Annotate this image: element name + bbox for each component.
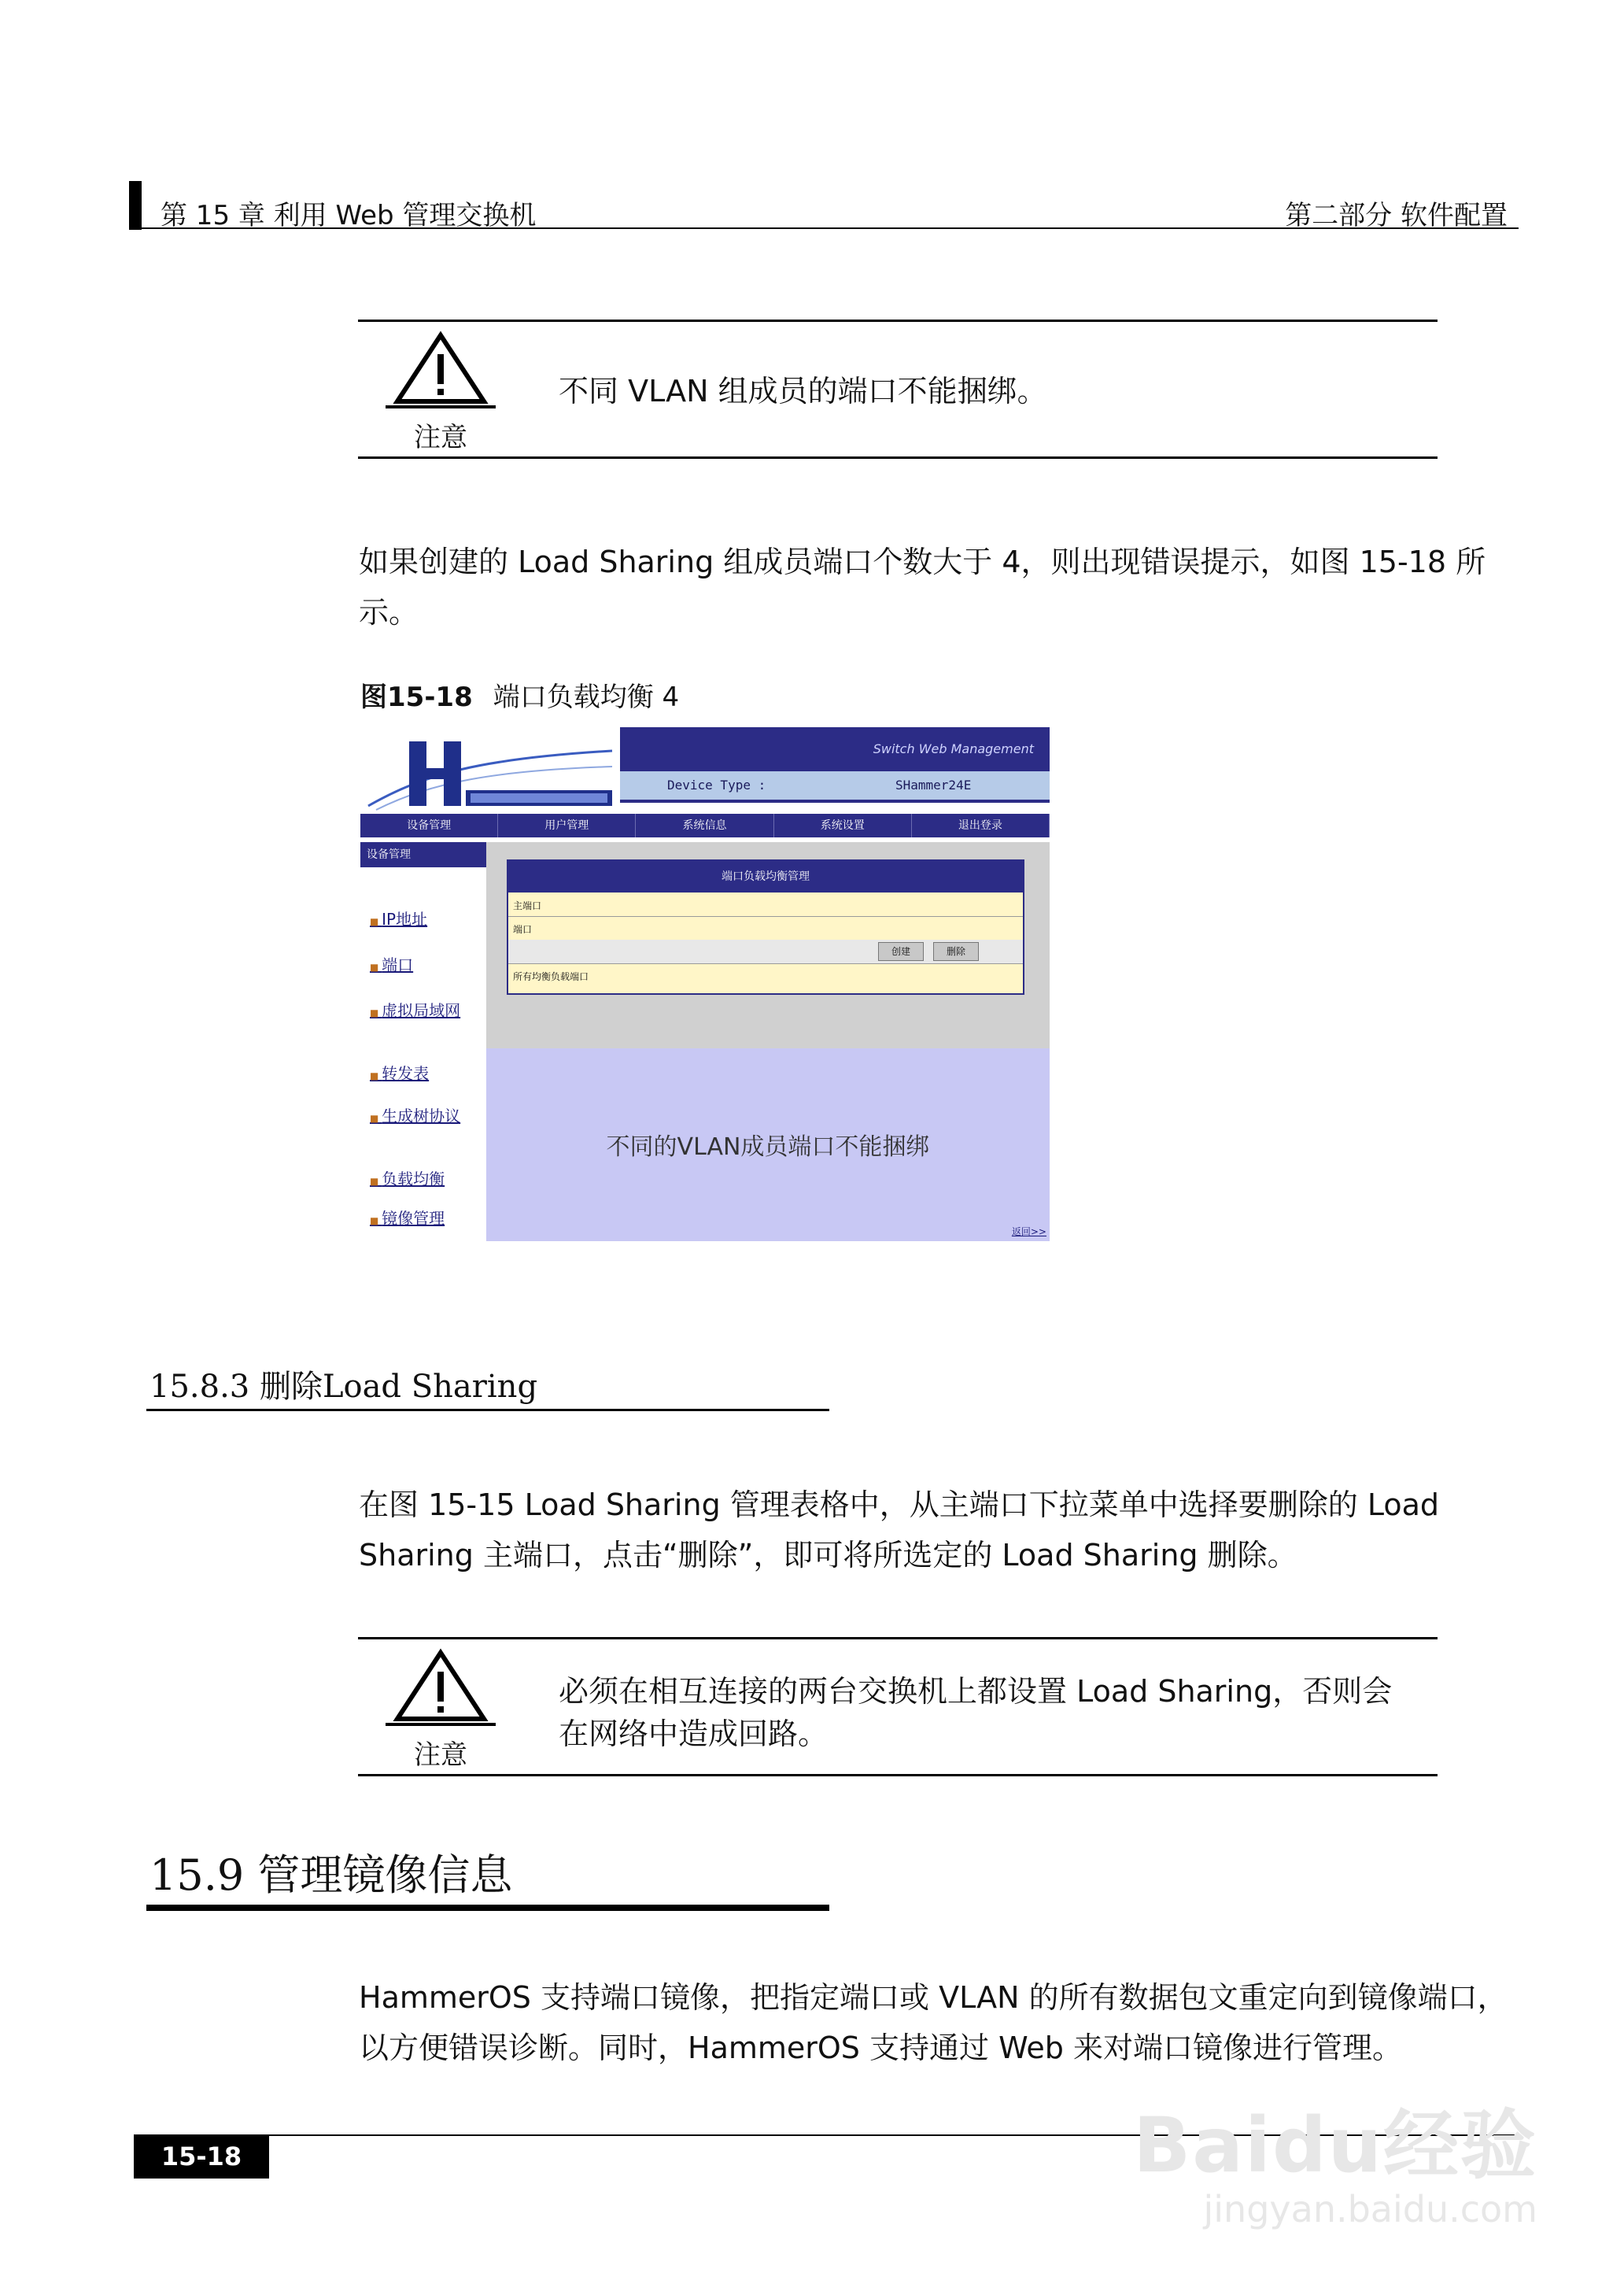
figure-screenshot	[360, 727, 1050, 1241]
note2-icon-block	[370, 1648, 511, 1772]
note2-bottom-rule	[358, 1774, 1438, 1776]
sidebar-item-mirror[interactable]: ■ 镜像管理	[370, 1206, 445, 1229]
figure-caption	[360, 675, 679, 714]
nav-item-logout[interactable]: 退出登录	[912, 814, 1050, 837]
figure-title: 端口负载均衡 4	[493, 682, 680, 713]
table-title: 端口负载均衡管理	[508, 861, 1023, 893]
watermark-logo: Baidu经验	[1133, 2101, 1537, 2190]
note2-top-rule	[358, 1637, 1438, 1639]
watermark-url: jingyan.baidu.com	[1203, 2188, 1537, 2230]
note1-icon-block	[370, 331, 511, 454]
nav-item-sysinfo[interactable]: 系统信息	[636, 814, 773, 837]
sidebar-item-vlan[interactable]: ■ 虚拟局域网	[370, 998, 464, 1021]
sidebar-item-port[interactable]: ■ 端口	[370, 952, 413, 975]
device-type-label: Device Type :	[667, 778, 766, 793]
header-chapter: 第 15 章 利用 Web 管理交换机	[161, 200, 537, 231]
figure-number: 图15-18	[360, 682, 473, 713]
delete-button[interactable]: 删除	[933, 942, 979, 961]
screenshot-topbar	[620, 727, 1050, 771]
screenshot-top-title: Switch Web Management	[873, 741, 1034, 756]
screenshot-nav	[360, 814, 1050, 837]
section-heading-15-8-3: 15.8.3 删除Load Sharing	[149, 1369, 538, 1405]
row-label-port: 端口	[513, 924, 533, 935]
device-type-value: SHammer24E	[895, 778, 972, 793]
loadsharing-table	[507, 859, 1024, 995]
note1-top-rule	[358, 320, 1438, 322]
table-row-buttons	[508, 940, 1023, 964]
sidebar-item-loadsharing[interactable]: ■ 负载均衡	[370, 1166, 445, 1189]
note2-text: 必须在相互连接的两台交换机上都设置 Load Sharing，否则会在网络中造成回路。	[559, 1674, 1393, 1751]
paragraph-3: HammerOS 支持端口镜像，把指定端口或 VLAN 的所有数据包文重定向到镜像端口，以方便错误诊断。同时，HammerOS 支持通过 Web 来对端口镜像进行管理。	[359, 1980, 1508, 2065]
warning-icon	[382, 331, 500, 409]
error-message-area	[486, 1048, 1050, 1241]
table-row-port	[508, 916, 1023, 941]
paragraph-1: 如果创建的 Load Sharing 组成员端口个数大于 4，则出现错误提示，如图 15-18 所示。	[359, 545, 1486, 630]
nav-item-device[interactable]: 设备管理	[360, 814, 498, 837]
table-row-master	[508, 893, 1023, 917]
sidebar-item-ip[interactable]: ■ IP地址	[370, 907, 427, 929]
back-link[interactable]: 返回>>	[1011, 1226, 1046, 1237]
section-heading-rule	[146, 1409, 829, 1411]
note1-label: 注意	[414, 422, 467, 453]
note1-bottom-rule	[358, 456, 1438, 459]
nav-item-settings[interactable]: 系统设置	[774, 814, 912, 837]
sidebar-item-stp[interactable]: ■ 生成树协议	[370, 1103, 464, 1126]
sidebar-header: 设备管理	[360, 842, 486, 867]
note1-text: 不同 VLAN 组成员的端口不能捆绑。	[559, 374, 1047, 408]
nav-item-user[interactable]: 用户管理	[498, 814, 636, 837]
section-heading-15-9-rule	[146, 1905, 829, 1911]
paragraph-2: 在图 15-15 Load Sharing 管理表格中，从主端口下拉菜单中选择要删除的 Load Sharing 主端口，点击“删除”，即可将所选定的 Load Sharing 删除。	[359, 1488, 1440, 1572]
header-part: 第二部分 软件配置	[1285, 200, 1508, 231]
row-label-master: 主端口	[513, 900, 542, 911]
harbour-logo-icon	[360, 727, 620, 814]
page-number: 15-18	[134, 2134, 269, 2179]
section-heading-15-9: 15.9 管理镜像信息	[149, 1850, 513, 1900]
warning-icon	[382, 1648, 500, 1727]
create-button[interactable]: 创建	[878, 942, 924, 961]
note2-label: 注意	[414, 1739, 467, 1771]
screenshot-logo	[360, 727, 620, 814]
screenshot-device-row	[620, 771, 1050, 803]
sidebar-item-fdb[interactable]: ■ 转发表	[370, 1061, 429, 1084]
row-label-all: 所有均衡负载端口	[513, 971, 589, 982]
header-bar	[129, 181, 142, 230]
error-message: 不同的VLAN成员端口不能捆绑	[606, 1133, 930, 1161]
screenshot-sidebar	[360, 867, 486, 1241]
table-row-all	[508, 963, 1023, 987]
